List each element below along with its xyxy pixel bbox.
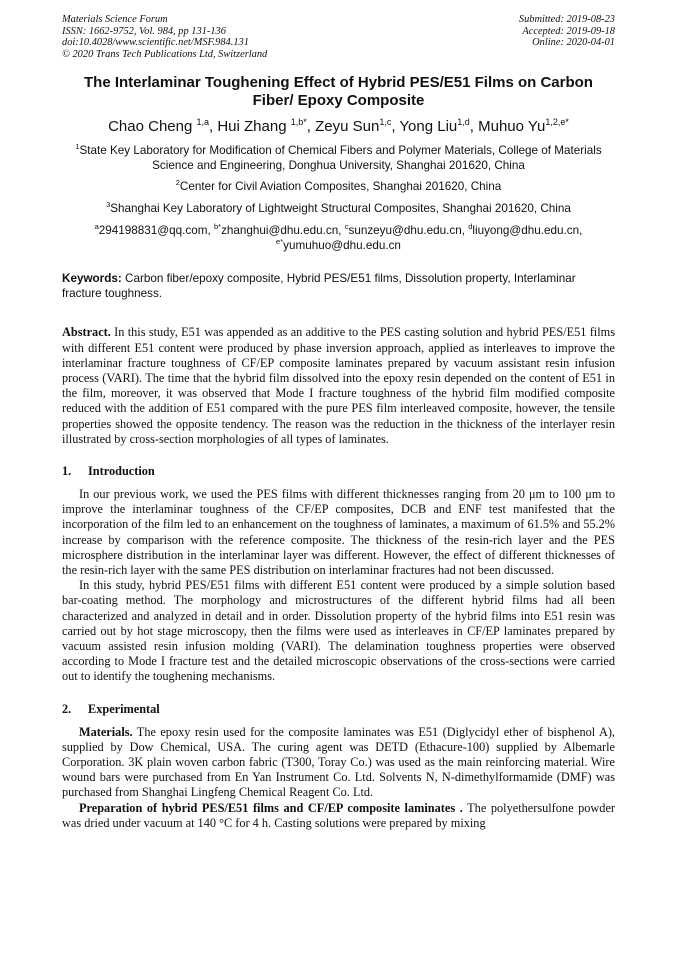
affiliation-1	[62, 143, 615, 173]
affiliation-text: State Key Laboratory for Modification of Chemical Fibers and Polymer Materials, College of Materials Science and Engineering, Donghua University, Shanghai 201620, China	[79, 144, 602, 173]
author	[217, 118, 306, 135]
email-sup: d	[468, 222, 473, 232]
email[interactable]: yumuhuo@dhu.edu.cn	[283, 239, 401, 253]
section-title: Introduction	[88, 464, 155, 478]
online-date: Online: 2020-04-01	[532, 37, 615, 49]
section-title: Experimental	[88, 701, 160, 716]
section-heading-experimental	[62, 702, 615, 717]
affiliation-2	[62, 179, 615, 194]
email-sup: e*	[276, 237, 284, 247]
abstract	[62, 325, 615, 447]
submitted-date: Submitted: 2019-08-23	[518, 14, 615, 25]
author	[399, 118, 469, 135]
section-heading-introduction	[62, 464, 615, 479]
author-list: Chao Cheng $^{1,a}$, Hui Zhang $^{1,b*}$, Zeyu Sun$^{1,c}$, Yong Liu$^{1,d}$, Muhuo $Yu^{1,2,e*}$	[108, 117, 569, 136]
author-name: Chao Cheng	[108, 118, 193, 136]
affiliation-sup: 2	[175, 178, 180, 188]
abstract-text: In this study, E51 was appended as an additive to the PES casting solution and hybrid PES/E51 films with different E51 content were produced by phase inversion approach, applied as interleaves to improve the interlaminar fracture toughness of CF/EP composite laminates prepared by vacuum assistant resin infusion process (VARI). The time that the hybrid film dissolved into the epoxy resin depended on the content of E51 in the film, moreover, it was observed that Mode I fracture toughness of the hybrid film modified composite reduced with the addition of E51 compared with the pure PES film interleaved composite, however, the tensile properties showed the opposite tendency. The reason was the reduction in the thickness of the interlayer resin illustrated by cross-section morphologies of all types of laminates.	[62, 325, 615, 446]
author-sup: 1,2,e*	[545, 117, 569, 128]
author-emails	[62, 223, 615, 253]
publication-dates	[519, 14, 615, 60]
journal-copyright: © 2020 Trans Tech Publications Ltd, Switzerland	[62, 48, 268, 60]
paper-page	[62, 14, 615, 831]
affiliation-sup: 1	[75, 142, 80, 152]
journal-doi: doi:10.4028/www.scientific.net/MSF.984.131	[62, 37, 249, 49]
author-sup: 1,d	[457, 117, 470, 128]
affiliation-sup: 3	[106, 200, 111, 210]
abstract-label: Abstract.	[62, 325, 111, 340]
email[interactable]: sunzeyu@dhu.edu.cn,	[348, 224, 469, 238]
affiliation-3	[62, 201, 615, 216]
email-sup: b*	[213, 222, 222, 232]
email[interactable]: liuyong@dhu.edu.cn,	[472, 224, 583, 238]
materials-text: The epoxy resin used for the composite laminates was E51 (Diglycidyl ether of bisphenol A), supplied by Dow Chemical, USA. The curing agent was DETD (Ethacure-100) supplied by Albemarle Corporation. 3K plain woven carbon fabric (T300, Toray Co.) was used as the main reinforcing material. Wire wound bars were purchased from En Yan Instrument Co. Ltd. Solvents N, N-dimethylformamide (DMF) was purchased from Shanghai Lingfeng Chemical Reagent Co. Ltd.	[62, 724, 615, 800]
keywords-text: Carbon fiber/epoxy composite, Hybrid PES/E51 films, Dissolution property, Interlaminar fracture toughness.	[62, 272, 576, 301]
keywords	[62, 271, 615, 301]
journal-issn: ISSN: 1662-9752, Vol. 984, pp 131-136	[62, 25, 226, 37]
author-name: Zeyu Sun	[315, 118, 380, 136]
section-number: 2.	[62, 701, 72, 716]
author	[108, 118, 209, 135]
journal-header	[62, 14, 615, 60]
author-name: Yong Liu	[399, 118, 458, 136]
preparation-paragraph	[62, 801, 615, 831]
accepted-date: Accepted: 2019-09-18	[522, 25, 615, 37]
journal-name: Materials Science Forum	[62, 14, 168, 25]
journal-info	[62, 14, 267, 60]
email-sup: a	[94, 222, 99, 232]
preparation-label: Preparation of hybrid PES/E51 films and CF/EP composite laminates .	[79, 800, 463, 815]
email[interactable]: zhanghui@dhu.edu.cn,	[221, 224, 345, 238]
author	[478, 118, 569, 135]
author	[315, 118, 391, 135]
email[interactable]: 294198831@qq.com,	[98, 224, 214, 238]
paper-title: The Interlaminar Toughening Effect of Hybrid PES/E51 Films on Carbon Fiber/ Epoxy Composite	[84, 74, 593, 110]
author-name: Hui Zhang	[217, 118, 287, 136]
author-sup: 1,a	[196, 117, 209, 128]
keywords-label: Keywords:	[62, 272, 122, 286]
intro-paragraph-1: In our previous work, we used the PES films with different thicknesses ranging from 20 μm to 100 μm to improve the interlaminar toughness of the CF/EP composites, DCB and ENF test manifested that the incorporation of the film led to an enhancement on the toughness of laminates, a maximum of 61.5% and 55.2% increase by comparison with the reference composite. The thickness of the resin-rich layer and the PES microsphere distribution in the interlaminar layer was different. However, the effect of different thicknesses of the resin-rich layer with the same PES distribution on interlaminar fractures had not been discussed.	[62, 487, 615, 578]
email-sup: c	[344, 222, 349, 232]
affiliation-text: Shanghai Key Laboratory of Lightweight Structural Composites, Shanghai 201620, China	[110, 202, 571, 216]
author-sup: 1,b*	[290, 117, 307, 128]
materials-label: Materials.	[79, 724, 133, 739]
materials-paragraph	[62, 725, 615, 801]
author-name: Muhuo Yu	[478, 118, 546, 136]
affiliation-text: Center for Civil Aviation Composites, Shanghai 201620, China	[179, 180, 502, 194]
section-number: 1.	[62, 464, 72, 478]
intro-paragraph-2: In this study, hybrid PES/E51 films with different E51 content were produced by a simple solution based bar-coating method. The morphology and microstructures of the different hybrid films had all been characterized and analyzed in detail and in order. Dissolution property of the hybrid films into E51 resin was carried out by hot stage microscopy, then the films were used as interleaves in CF/EP laminates prepared by vacuum assisted resin infusion molding (VARI). The delamination toughness properties were observed according to Mode I fracture test and the detailed microscopic observations of the cross-sections were carried out to identify the toughening mechanisms.	[62, 578, 615, 684]
author-sup: 1,c	[379, 117, 392, 128]
preparation-text: The polyethersulfone powder was dried under vacuum at 140 °C for 4 h. Casting solutions were prepared by mixing	[62, 800, 616, 830]
